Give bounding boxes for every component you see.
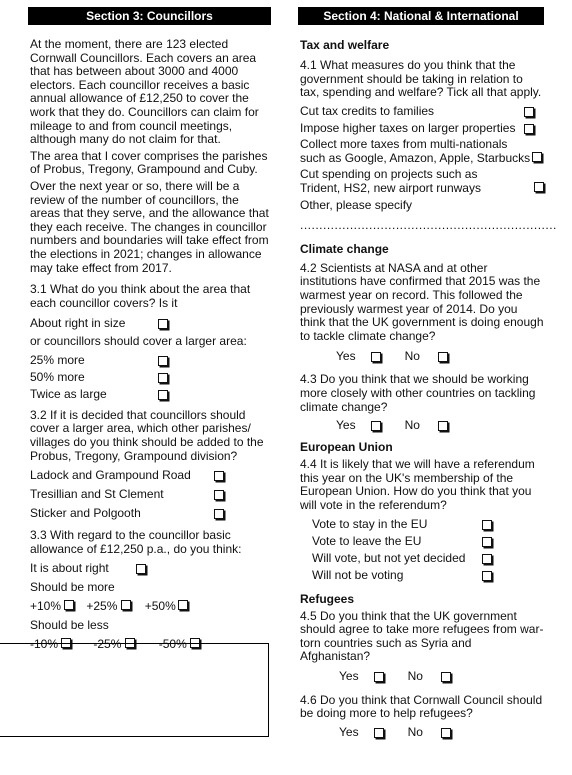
no-checkbox[interactable]	[438, 352, 448, 362]
section-4	[298, 7, 557, 741]
other-specify-label: Other, please specify	[300, 197, 413, 212]
option-25-more	[30, 352, 271, 369]
question-4-1: 4.1 What measures do you think that the government should be taking in relation to tax, spending and welfare? Tick all that apply.	[300, 58, 542, 100]
checkbox[interactable]	[482, 537, 492, 547]
yes-checkbox[interactable]	[374, 728, 384, 738]
option-label: Ladock and Grampound Road	[30, 468, 191, 483]
option-label: Vote to stay in the EU	[312, 516, 428, 531]
no-label: No	[407, 668, 423, 683]
empty-frame	[0, 643, 269, 737]
option-undecided	[312, 550, 544, 567]
checkbox[interactable]	[214, 509, 224, 519]
option-label: About right in size	[30, 316, 126, 331]
specify-field[interactable]: ...................................................................	[300, 217, 557, 232]
tax-heading: Tax and welfare	[300, 38, 390, 52]
answer-4-2	[336, 348, 544, 365]
checkbox[interactable]	[158, 356, 168, 366]
checkbox[interactable]	[214, 471, 224, 481]
option-label: +10%	[30, 599, 62, 614]
yes-checkbox[interactable]	[371, 352, 381, 362]
question-4-4: 4.4 It is likely that we will have a referendum this year on the UK's membership of the European Union. How do you think that you will vote in the referendum?	[300, 457, 535, 512]
option-label: 25% more	[30, 352, 85, 367]
eu-heading: European Union	[300, 440, 393, 455]
option-label: -10%	[30, 637, 59, 652]
checkbox[interactable]	[482, 554, 492, 564]
option-label: Impose higher taxes on larger properties	[300, 120, 516, 135]
checkbox[interactable]	[524, 107, 534, 117]
checkbox[interactable]	[482, 520, 492, 530]
checkbox[interactable]	[482, 571, 492, 581]
question-3-2: 3.2 If it is decided that councillors should cover a larger area, which other parishes/ villages do you think should be added to the Probus, Tregony, Grampound division?	[30, 407, 264, 463]
option-twice-as-large	[30, 386, 271, 403]
checkbox[interactable]	[214, 490, 224, 500]
section-4-title: Section 4: National & International	[298, 7, 544, 25]
checkbox[interactable]	[121, 600, 131, 610]
answer-4-5	[339, 668, 544, 685]
no-checkbox[interactable]	[441, 728, 451, 738]
no-label: No	[404, 418, 420, 433]
option-label: +25%	[86, 599, 118, 614]
option-plus-10	[30, 597, 74, 616]
option-higher-taxes	[300, 120, 544, 137]
option-sticker	[30, 504, 271, 523]
no-checkbox[interactable]	[441, 672, 451, 682]
intro-paragraph-3: Over the next year or so, there will be a review of the number of councillors, the areas that they serve, and the allowance that they each receive. The changes in councillor numbers and boundaries will take effect from the elections in 2021; changes in allowance may take effect from 2017.	[30, 178, 269, 275]
checkbox[interactable]	[158, 319, 168, 329]
answer-4-3	[336, 417, 544, 434]
climate-heading: Climate change	[300, 241, 389, 256]
option-tresillian	[30, 485, 271, 504]
yes-checkbox[interactable]	[371, 421, 381, 431]
option-label: It is about right	[30, 561, 109, 576]
option-label: Sticker and Polgooth	[30, 506, 141, 521]
no-label: No	[404, 349, 420, 364]
section-3-title: Section 3: Councillors	[28, 7, 271, 25]
option-about-right-allowance	[30, 559, 271, 578]
option-label: -50%	[158, 637, 187, 652]
checkbox[interactable]	[158, 373, 168, 383]
option-label: Twice as large	[30, 386, 107, 401]
option-label: Vote to leave the EU	[312, 533, 422, 548]
option-label: -25%	[93, 637, 122, 652]
checkbox[interactable]	[64, 600, 74, 610]
should-be-more-label: Should be more	[30, 580, 115, 595]
option-not-voting	[312, 567, 544, 584]
option-label: +50%	[144, 599, 176, 614]
option-plus-25	[86, 597, 130, 616]
yes-label: Yes	[339, 668, 359, 683]
option-label: Collect more taxes from multi-nationals such as Google, Amazon, Apple, Starbucks	[300, 136, 531, 165]
question-3-1: 3.1 What do you think about the area that each councillor covers? Is it	[30, 282, 251, 310]
question-3-3: 3.3 With regard to the councillor basic allowance of £12,250 p.a., do you think:	[30, 528, 242, 556]
yes-label: Yes	[336, 349, 356, 364]
yes-label: Yes	[336, 418, 356, 433]
intro-paragraph-1: At the moment, there are 123 elected Cornwall Councillors. Each covers an area that has between about 3000 and 4000 electors. Each councillor receives a basic annual allowance of £12,250 to cover the work that they do. Councillors can claim for mileage to and from council meetings, although many do not claim for that.	[30, 37, 259, 147]
yes-checkbox[interactable]	[374, 672, 384, 682]
checkbox[interactable]	[178, 600, 188, 610]
option-cut-spending	[300, 167, 544, 195]
checkbox[interactable]	[532, 152, 542, 162]
yes-label: Yes	[339, 725, 359, 740]
no-checkbox[interactable]	[438, 421, 448, 431]
larger-area-prompt: or councillors should cover a larger area:	[30, 334, 247, 349]
refugees-heading: Refugees	[300, 591, 355, 606]
more-options	[30, 597, 271, 616]
option-ladock	[30, 466, 271, 485]
option-label: Will vote, but not yet decided	[312, 550, 466, 565]
no-label: No	[407, 725, 423, 740]
checkbox[interactable]	[158, 390, 168, 400]
answer-4-6	[339, 724, 544, 741]
question-4-5: 4.5 Do you think that the UK government should agree to take more refugees from war-torn countries such as Syria and Afghanistan?	[300, 608, 544, 664]
option-label: Cut spending on projects such as Trident, HS2, new airport runways	[300, 166, 481, 195]
checkbox[interactable]	[524, 124, 534, 134]
option-plus-50	[145, 597, 188, 616]
section-3	[28, 7, 271, 654]
should-be-less-label: Should be less	[30, 618, 109, 633]
option-stay	[312, 516, 544, 533]
option-label: Tresillian and St Clement	[30, 487, 164, 502]
option-label: 50% more	[30, 369, 85, 384]
intro-paragraph-2: The area that I cover comprises the parishes of Probus, Tregony, Grampound and Cuby.	[30, 148, 268, 177]
question-4-2: 4.2 Scientists at NASA and at other institutions have confirmed that 2015 was the warmest year on record. This followed the previously warmest year of 2014. Do you think that the UK government is doing enough to tackle climate change?	[300, 260, 544, 343]
question-4-3: 4.3 Do you think that we should be working more closely with other countries on tackling climate change?	[300, 372, 536, 414]
option-multinationals	[300, 137, 544, 165]
option-50-more	[30, 369, 271, 386]
option-leave	[312, 533, 544, 550]
option-label: Will not be voting	[312, 567, 404, 582]
option-about-right-size	[30, 315, 271, 332]
option-cut-tax-credits	[300, 103, 544, 120]
checkbox[interactable]	[136, 564, 146, 574]
question-4-6: 4.6 Do you think that Cornwall Council should be doing more to help refugees?	[300, 692, 543, 721]
option-label: Cut tax credits to families	[300, 103, 435, 118]
checkbox[interactable]	[534, 182, 544, 192]
